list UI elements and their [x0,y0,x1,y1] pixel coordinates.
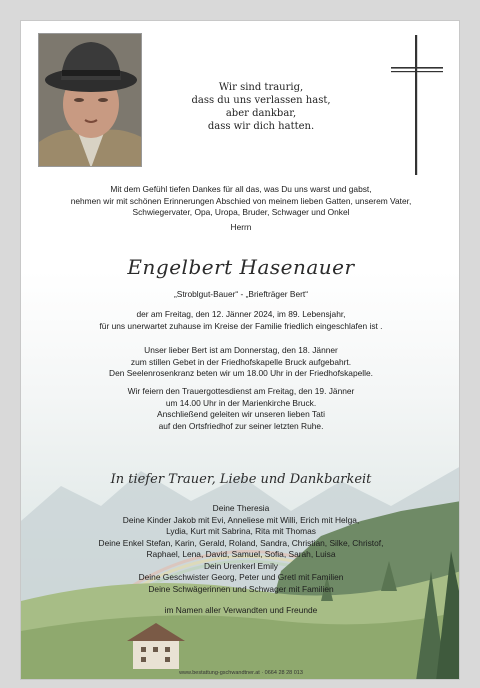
death-notice [21,309,460,332]
thanks-text [21,184,460,233]
funeral-info [21,345,460,380]
deceased-nickname: „Stroblgut-Bauer“ - „Briefträger Bert“ [173,289,309,299]
funeral-info-line: zum stillen Gebet in der Friedhofskapelle Bruck aufgebahrt. [130,356,352,367]
service-info-line: Anschließend geleiten wir unseren lieben Tati [157,409,325,419]
poem-line: aber dankbar, [225,108,297,119]
mourner-line: Raphael, Lena, David, Samuel, Sofia, Sarah, Luisa [146,549,336,559]
cross-icon [391,35,443,175]
thanks-line: nehmen wir mit schönen Erinnerungen Abschied von meinem lieben Gatten, unserem Vater, [70,195,412,206]
funeral-info-line: Den Seelenrosenkranz beten wir um 18.00 Uhr in der Friedhofskapelle. [109,368,373,378]
service-info [21,386,460,432]
obituary-sheet [20,20,460,680]
poem-line: Wir sind traurig, [218,82,304,93]
poem-line: dass wir dich hatten. [207,121,315,132]
death-notice-line: der am Freitag, den 12. Jänner 2024, im 89. Lebensjahr, [136,309,346,319]
thanks-line: Herrn [230,221,252,232]
poem [171,81,351,133]
funeral-info-line: Unser lieber Bert ist am Donnerstag, den 18. Jänner [144,345,338,355]
mourner-line: Deine Geschwister Georg, Peter und Gretl mit Familien [138,572,344,582]
mourner-line: Deine Schwägerinnen und Schwager mit Familien [148,583,334,594]
mourner-line: Deine Kinder Jakob mit Evi, Anneliese mit Willi, Erich mit Helga, [122,514,360,525]
service-info-line: auf den Ortsfriedhof zur seiner letzten Ruhe. [158,420,324,431]
poem-line: dass du uns verlassen hast, [191,95,331,106]
mourning-heading: In tiefer Trauer, Liebe und Dankbarkeit [110,472,372,487]
deceased-name: Engelbert Hasenauer [127,255,355,279]
thanks-line: Mit dem Gefühl tiefen Dankes für all das, was Du uns warst und gabst, [110,184,372,194]
portrait-image [39,34,142,167]
service-info-line: um 14.00 Uhr in der Marienkirche Bruck. [165,397,317,408]
thanks-line: Schwiegervater, Opa, Uropa, Bruder, Schwager und Onkel [132,207,350,217]
mourner-line: Dein Urenkerl Emily [204,560,278,571]
portrait-photo [38,33,142,167]
mourners-list [21,503,460,617]
death-notice-line: für uns unerwartet zuhause im Kreise der Familie friedlich eingeschlafen ist . [99,320,383,331]
footer-contact: www.bestattung-gschwandtner.at · 0664 28 28 013 [179,670,303,676]
mourner-line: Deine Theresia [212,503,270,513]
mourners-closing: im Namen aller Verwandten und Freunde [164,605,318,615]
service-info-line: Wir feiern den Trauergottesdienst am Freitag, den 19. Jänner [127,386,355,396]
mourner-line: Lydia, Kurt mit Sabrina, Rita mit Thomas [166,526,316,536]
mourner-line: Deine Enkel Stefan, Karin, Gerald, Roland, Sandra, Christian, Silke, Christof, [98,537,384,548]
